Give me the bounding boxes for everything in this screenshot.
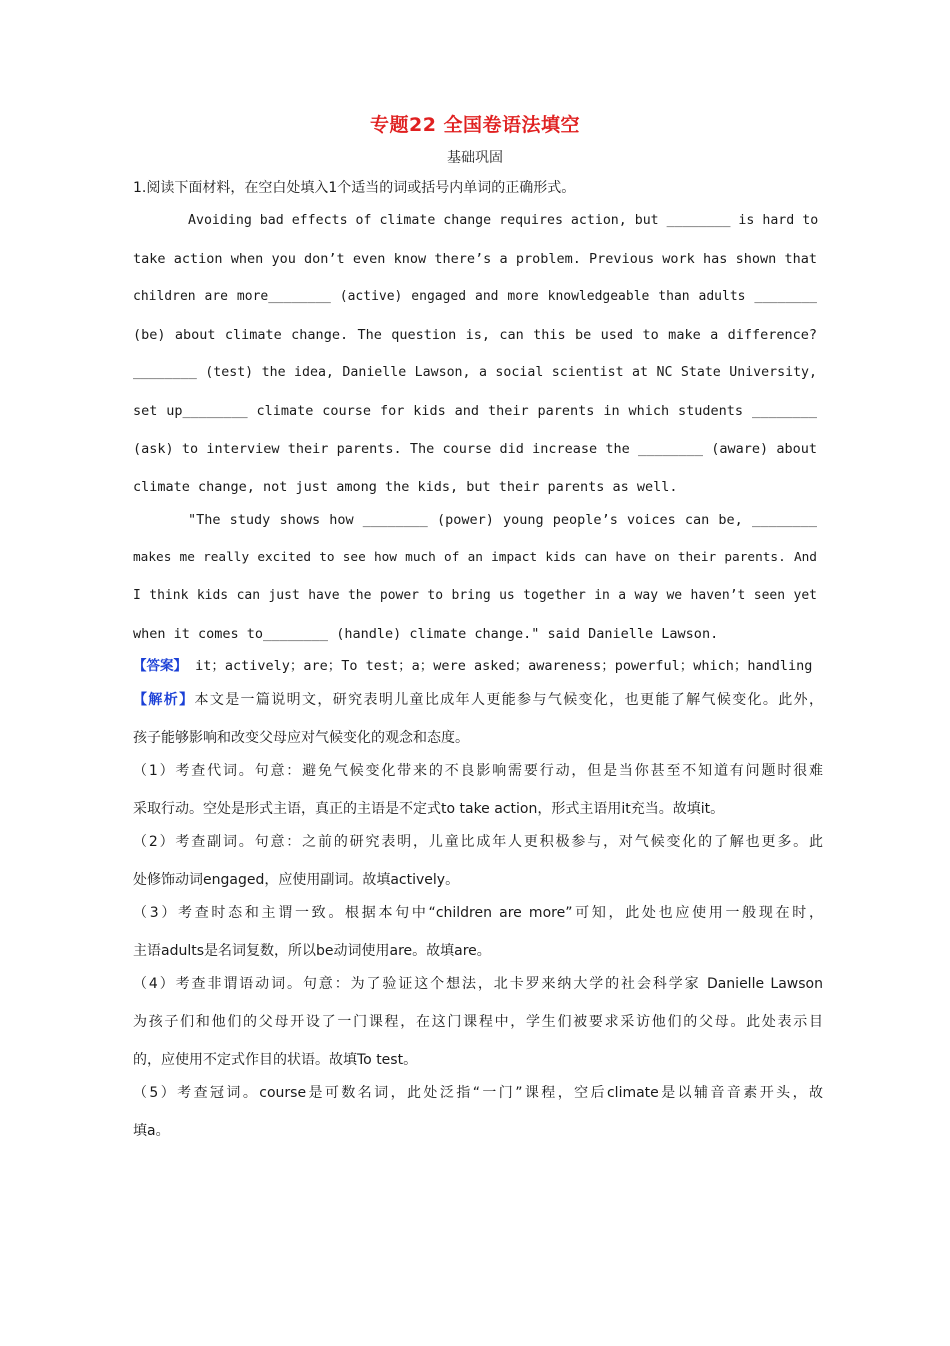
passage-line: I think kids can just have the power to bring us together in a way we haven’t seen yet <box>133 588 817 603</box>
passage-line: makes me really excited to see how much of an impact kids can have on their parents. And <box>133 550 817 565</box>
analysis-line: （1）考查代词。句意：避免气候变化带来的不良影响需要行动，但是当你甚至不知道有问题时很难 <box>133 763 823 779</box>
analysis-line: 的，应使用不定式作目的状语。故填To test。 <box>133 1052 418 1068</box>
passage-line: (be) about climate change. The question is, can this be used to make a difference? <box>133 327 817 343</box>
analysis-line: 孩子能够影响和改变父母应对气候变化的观念和态度。 <box>133 730 469 746</box>
analysis-line: 采取行动。空处是形式主语，真正的主语是不定式to take action，形式主语用it充当。故填it。 <box>133 801 725 817</box>
analysis-line: （4）考查非谓语动词。句意：为了验证这个想法，北卡罗来纳大学的社会科学家 Danielle Lawson <box>133 976 823 992</box>
analysis-line: 为孩子们和他们的父母开设了一门课程，在这门课程中，学生们被要求采访他们的父母。此处表示目 <box>133 1014 823 1030</box>
passage-line: "The study shows how ________ (power) young people’s voices can be, ________ <box>188 512 817 528</box>
passage-line: take action when you don’t even know there’s a problem. Previous work has shown that <box>133 251 817 267</box>
analysis-line: （5）考查冠词。course是可数名词，此处泛指“一门”课程，空后climate是以辅音音素开头，故 <box>133 1085 823 1101</box>
passage-line: set up________ climate course for kids and their parents in which students ________ <box>133 403 817 419</box>
analysis-line: 处修饰动词engaged，应使用副词。故填actively。 <box>133 872 460 888</box>
answer-text: it；actively；are；To test；a；were asked；awareness；powerful；which；handling <box>187 658 813 674</box>
analysis-line: （3）考查时态和主谓一致。根据本句中“children are more”可知，此处也应使用一般现在时， <box>133 905 823 921</box>
passage-line: children are more________ (active) engaged and more knowledgeable than adults ________ <box>133 289 817 304</box>
analysis-line: 【解析】本文是一篇说明文，研究表明儿童比成年人更能参与气候变化，也更能了解气候变化。此外， <box>133 692 824 708</box>
analysis-line: 填a。 <box>133 1123 170 1139</box>
question-instruction: 1.阅读下面材料，在空白处填入1个适当的词或括号内单词的正确形式。 <box>133 180 576 196</box>
analysis-line: （2）考查副词。句意：之前的研究表明，儿童比成年人更积极参与，对气候变化的了解也更多。此 <box>133 834 823 850</box>
analysis-line: 主语adults是名词复数，所以be动词使用are。故填are。 <box>133 943 491 959</box>
analysis-tag: 【解析】 <box>133 692 195 708</box>
answer-line <box>133 656 823 676</box>
passage-line: (ask) to interview their parents. The course did increase the ________ (aware) about <box>133 441 817 457</box>
passage-line: when it comes to________ (handle) climate change." said Danielle Lawson. <box>133 626 719 642</box>
answer-tag: 【答案】 <box>133 658 187 674</box>
document-subtitle: 基础巩固 <box>447 150 503 166</box>
passage-line: Avoiding bad effects of climate change requires action, but ________ is hard to <box>188 213 819 228</box>
passage-line: ________ (test) the idea, Danielle Lawson, a social scientist at NC State University, <box>133 365 817 380</box>
document-title: 专题22 全国卷语法填空 <box>369 114 581 136</box>
passage-line: climate change, not just among the kids, but their parents as well. <box>133 479 678 495</box>
